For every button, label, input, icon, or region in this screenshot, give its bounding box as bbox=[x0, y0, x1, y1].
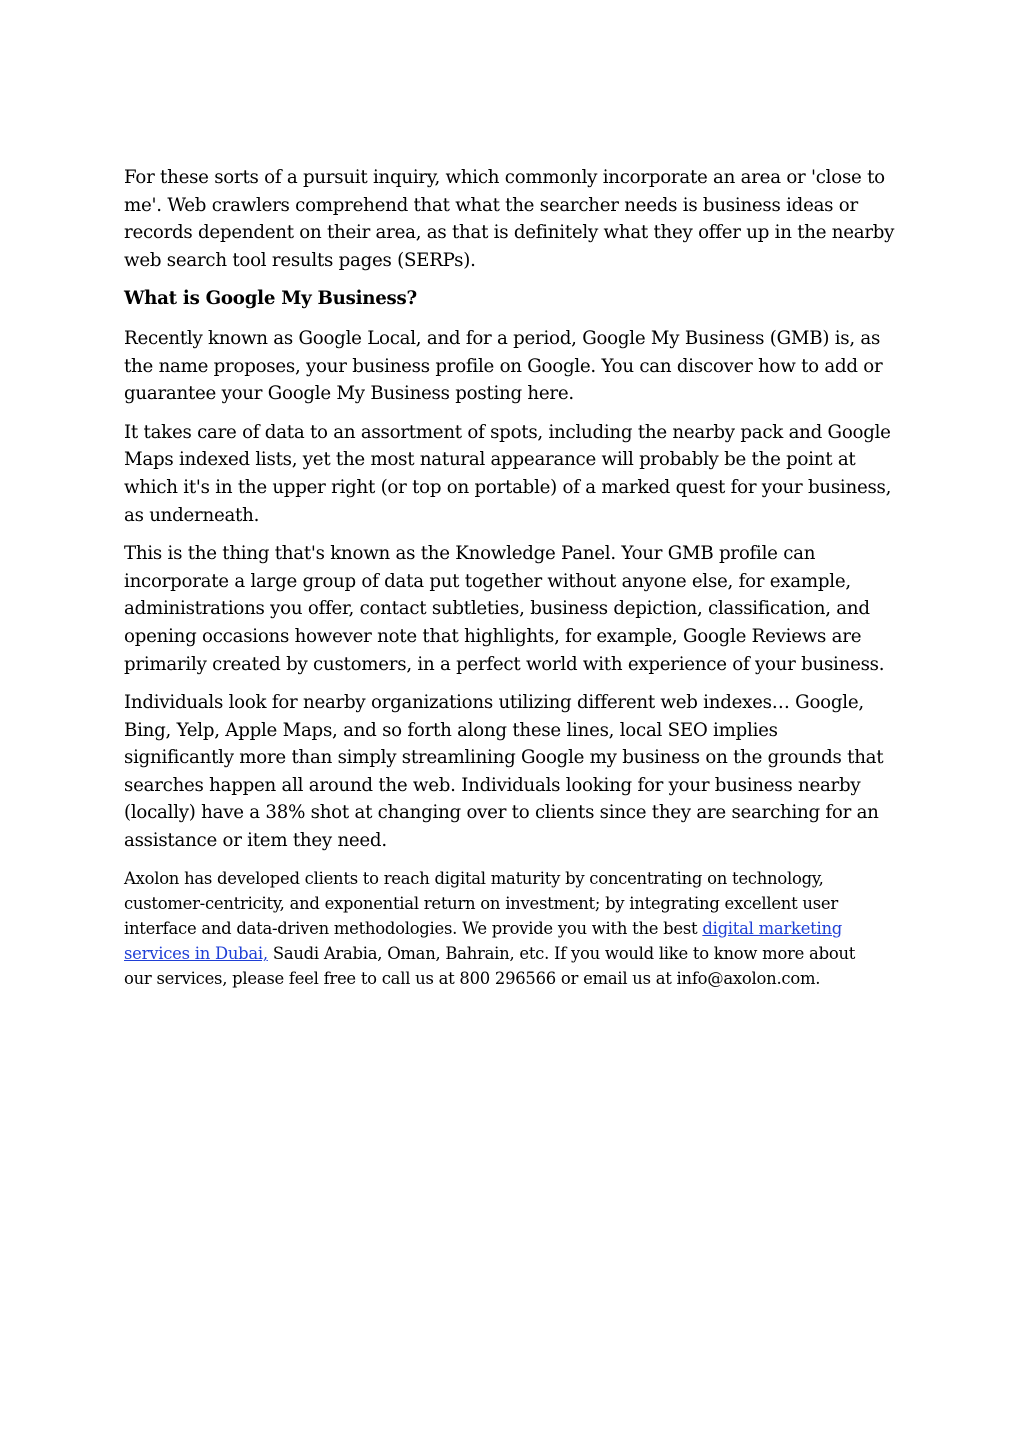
paragraph-intro: For these sorts of a pursuit inquiry, which commonly incorporate an area or 'close to me'. Web crawlers comprehend that what the searcher needs is business ideas or records dependent on their area, as that is definitely what they offer up in the nearby web search tool results pages (SERPs). bbox=[124, 167, 895, 271]
closing-text-after-link: Saudi Arabia, Oman, Bahrain, etc. If you would like to know more about our services, please feel free to call us at 800 296566 or email us at info@axolon.com. bbox=[124, 944, 856, 989]
document-page bbox=[124, 164, 914, 992]
digital-marketing-link[interactable]: digital marketing services in Dubai, bbox=[124, 919, 843, 964]
paragraph-closing bbox=[124, 866, 914, 992]
paragraph-data-locations: It takes care of data to an assortment of spots, including the nearby pack and Google Maps indexed lists, yet the most natural appearance will probably be the point at which it's in the upper right (or top on portable) of a marked quest for your business, as underneath. bbox=[124, 421, 892, 526]
paragraph-gmb-definition: Recently known as Google Local, and for a period, Google My Business (GMB) is, as the name proposes, your business profile on Google. You can discover how to add or guarantee your Google My Business posting here. bbox=[124, 327, 883, 405]
closing-text-before-link: Axolon has developed clients to reach digital maturity by concentrating on technology, customer-centricity, and exponential return on investment; by integrating excellent user interface and data-driven methodologies. We provide you with the best bbox=[124, 868, 838, 939]
section-heading: What is Google My Business? bbox=[124, 288, 417, 310]
paragraph-knowledge-panel: This is the thing that's known as the Knowledge Panel. Your GMB profile can incorporate a large group of data put together without anyone else, for example, administrations you offer, contact subtleties, business depiction, classification, and opening occasions however note that highlights, for example, Google Reviews are primarily created by customers, in a perfect world with experience of your business. bbox=[124, 543, 885, 675]
paragraph-local-seo: Individuals look for nearby organizations utilizing different web indexes… Google, Bing, Yelp, Apple Maps, and so forth along these lines, local SEO implies significantly more than simply streamlining Google my business on the grounds that searches happen all around the web. Individuals looking for your business nearby (locally) have a 38% shot at changing over to clients since they are searching for an assistance or item they need. bbox=[124, 692, 884, 852]
